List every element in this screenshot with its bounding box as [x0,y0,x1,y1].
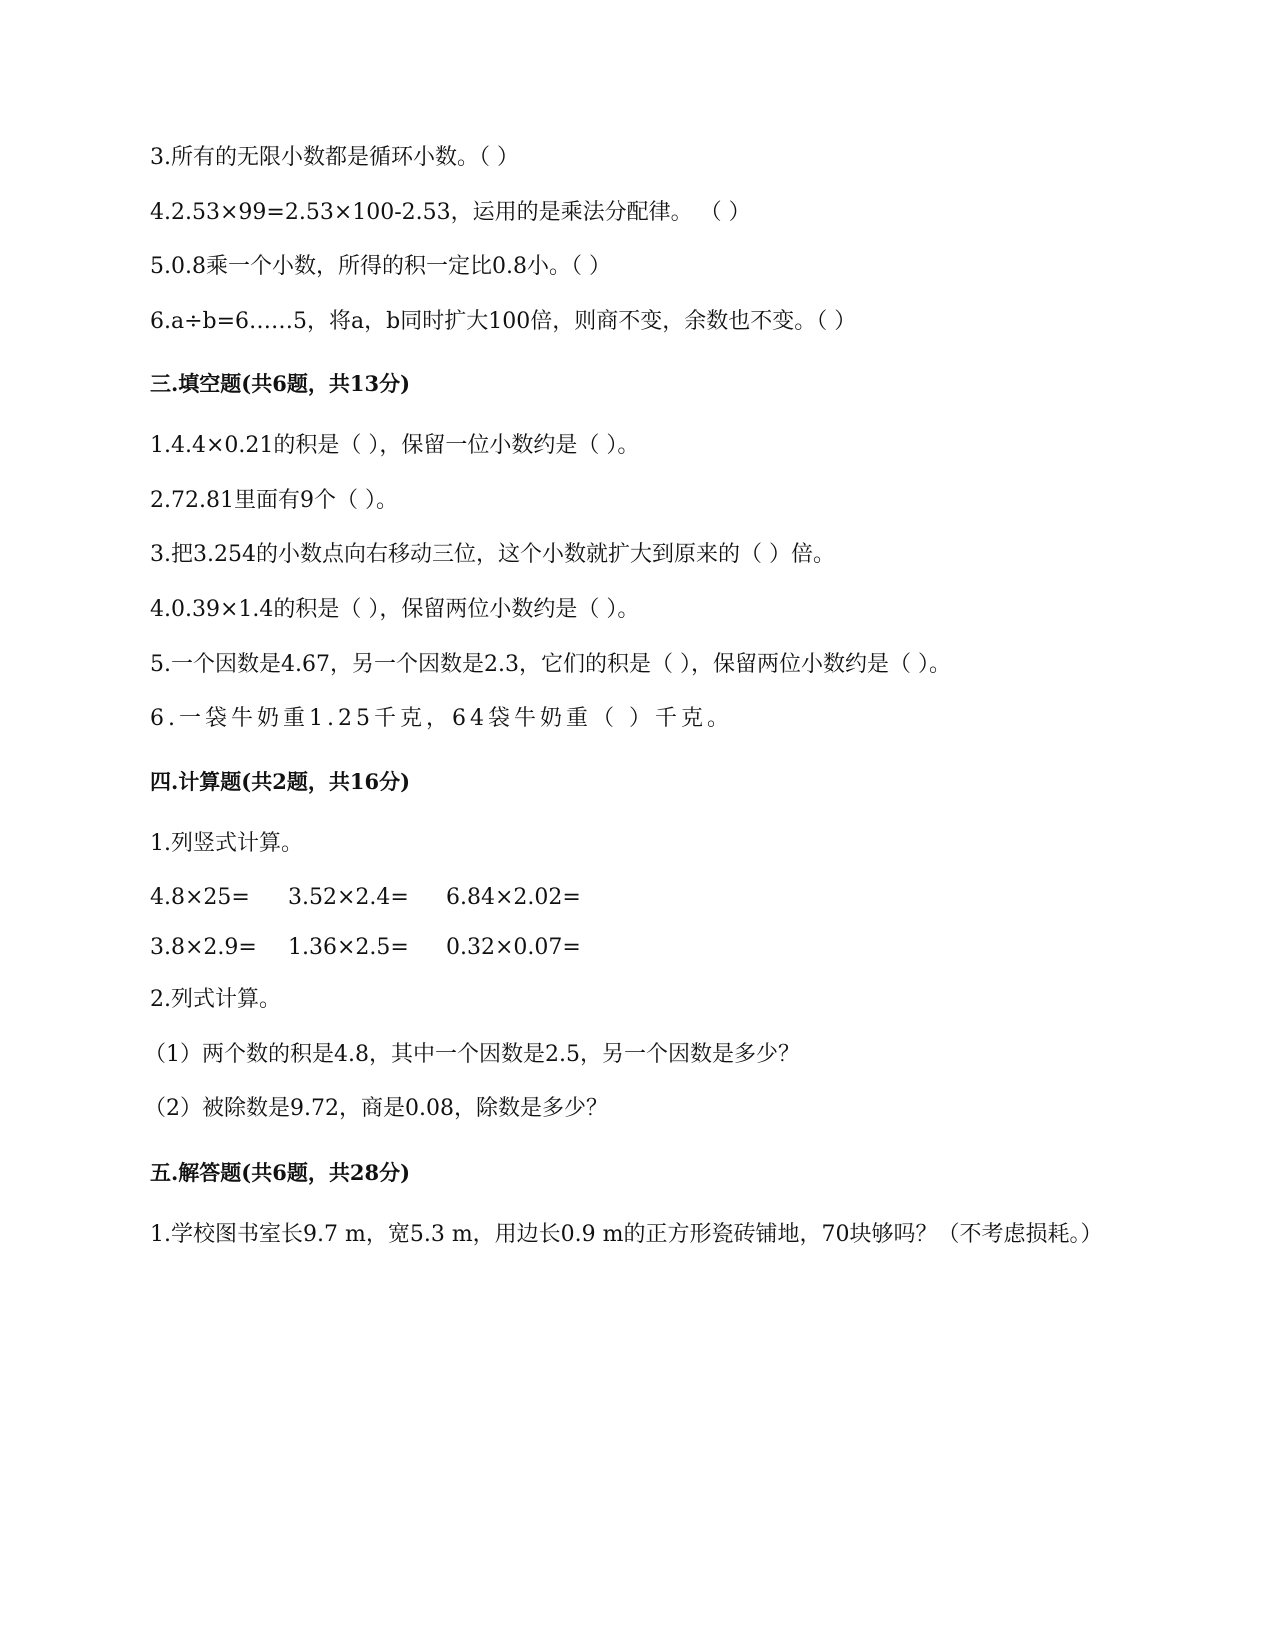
fill-item-3: 3.把3.254的小数点向右移动三位，这个小数就扩大到原来的（ ）倍。 [150,542,835,567]
calc-expression: 0.32×0.07= [446,935,581,960]
calc-expression: 6.84×2.02= [446,885,581,910]
judge-item-6: 6.a÷b=6……5，将a，b同时扩大100倍，则商不变，余数也不变。（ ） [150,309,857,334]
judge-item-3: 3.所有的无限小数都是循环小数。（ ） [150,145,519,170]
judge-item-5: 5.0.8乘一个小数，所得的积一定比0.8小。（ ） [150,254,611,279]
calc-expression: 1.36×2.5= [288,935,409,960]
section-heading-fill-blank: 三.填空题(共6题，共13分) [150,371,411,396]
calc-sub-question-2: （2）被除数是9.72，商是0.08，除数是多少？ [144,1096,608,1121]
fill-item-5: 5.一个因数是4.67，另一个因数是2.3，它们的积是（ ），保留两位小数约是（ ）。 [150,652,951,677]
fill-item-4: 4.0.39×1.4的积是（ ），保留两位小数约是（ ）。 [150,597,640,622]
calc-expression: 3.52×2.4= [288,885,409,910]
section-heading-calculation: 四.计算题(共2题，共16分) [150,769,411,794]
calc-question-1: 1.列竖式计算。 [150,831,303,856]
calc-expression: 4.8×25= [150,885,250,910]
calc-expression: 3.8×2.9= [150,935,257,960]
word-problem-1: 1.学校图书室长9.7 m，宽5.3 m，用边长0.9 m的正方形瓷砖铺地，70块够吗？（不考虑损耗。） [150,1222,1103,1247]
fill-item-6: 6.一袋牛奶重1.25千克，64袋牛奶重（ ）千克。 [150,706,733,731]
fill-item-1: 1.4.4×0.21的积是（ ），保留一位小数约是（ ）。 [150,433,640,458]
fill-item-2: 2.72.81里面有9个（ ）。 [150,488,398,513]
calc-question-2: 2.列式计算。 [150,987,281,1012]
section-heading-word-problems: 五.解答题(共6题，共28分) [150,1160,411,1185]
calc-sub-question-1: （1）两个数的积是4.8，其中一个因数是2.5，另一个因数是多少？ [144,1042,800,1067]
judge-item-4: 4.2.53×99=2.53×100-2.53，运用的是乘法分配律。 （ ） [150,200,751,225]
